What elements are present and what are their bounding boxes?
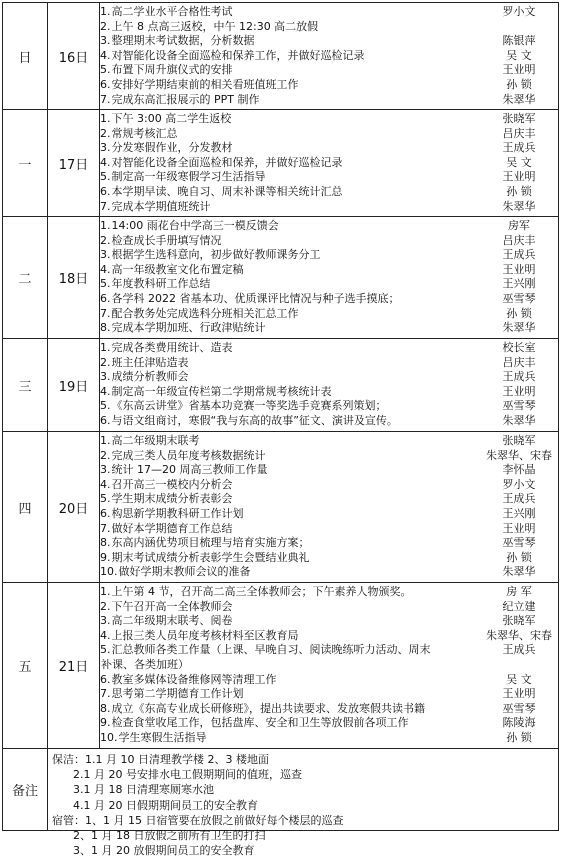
task-item xyxy=(100,385,558,400)
task-text: 学生寒假生活指导 xyxy=(118,730,207,744)
day-row xyxy=(3,583,558,749)
task-item xyxy=(100,234,558,249)
task-number: 3. xyxy=(100,370,111,384)
task-number: 7. xyxy=(100,199,111,213)
task-number: 6. xyxy=(100,672,111,686)
task-text: 统计 17—20 周高三教师工作量 xyxy=(111,463,268,477)
task-owner: 巫雪琴 xyxy=(502,291,536,305)
task-text: 召开高三一模校内分析会 xyxy=(111,477,233,491)
task-number: 8. xyxy=(100,321,111,335)
task-item xyxy=(100,292,558,307)
task-item xyxy=(100,5,558,20)
task-text: 完成本学期值班统计 xyxy=(111,199,211,213)
task-number: 9. xyxy=(100,716,111,730)
task-item xyxy=(100,341,558,356)
task-text: 《东高云讲堂》省基本功竞赛一等奖选手竞赛系列策划； xyxy=(111,399,387,413)
task-number: 2. xyxy=(100,448,111,462)
task-text: 检查成长手册填写情况 xyxy=(111,233,222,247)
task-text: 各学科 2022 省基本功、优质课评比情况与种子选手摸底； xyxy=(111,291,400,305)
task-number: 1. xyxy=(100,219,111,232)
task-owner: 吕庆丰 xyxy=(502,355,536,369)
task-number: 6. xyxy=(100,291,111,305)
task-number: 2. xyxy=(100,355,111,369)
task-text: 制定高一年级宣传栏第二学期常规考核统计表 xyxy=(111,384,332,398)
task-text: 高二年级期末联考、阅卷 xyxy=(111,614,233,628)
task-item xyxy=(100,522,558,537)
task-item xyxy=(100,716,558,731)
task-text: 班主任津贴造表 xyxy=(111,355,189,369)
task-owner: 巫雪琴 xyxy=(502,536,536,550)
task-list xyxy=(100,217,558,338)
task-number: 6. xyxy=(100,184,111,198)
date-cell: 20日 xyxy=(48,432,100,582)
task-text: 安排好学期结束前的相关看班值班工作 xyxy=(111,77,299,91)
task-number: 1. xyxy=(100,585,111,598)
task-text: 完成东高汇报展示的 PPT 制作 xyxy=(111,92,260,106)
task-item xyxy=(100,629,558,644)
task-number: 6. xyxy=(100,77,111,91)
task-item xyxy=(100,536,558,551)
date-cell: 16日 xyxy=(48,3,100,109)
task-list xyxy=(100,110,558,216)
task-text: 布置下周升旗仪式的安排 xyxy=(111,63,233,77)
task-text: 思考第二学期德育工作计划 xyxy=(111,687,244,701)
task-owner: 王成兵 xyxy=(502,492,536,506)
note-line: 宿管：1、1 月 15 日宿管要在放假之前做好每个楼层的巡查 xyxy=(52,813,344,827)
task-item xyxy=(100,20,558,35)
task-number: 6. xyxy=(100,413,111,427)
task-item xyxy=(100,185,558,200)
task-item xyxy=(100,399,558,414)
task-item xyxy=(100,702,558,717)
task-owner: 王兴刚 xyxy=(502,506,536,520)
task-owner: 孙 锁 xyxy=(506,77,532,91)
task-text: 学生期末成绩分析表彰会 xyxy=(111,492,233,506)
notes-section xyxy=(3,749,558,858)
task-number: 8. xyxy=(100,701,111,715)
task-owner: 陈银萍 xyxy=(502,34,536,48)
task-owner: 朱翠华、宋春 xyxy=(486,448,552,462)
date-cell: 17日 xyxy=(48,110,100,216)
task-owner: 巫雪琴 xyxy=(502,701,536,715)
day-row xyxy=(3,3,558,110)
task-text: 对智能化设备全面巡检和保养工作，并做好巡检记录 xyxy=(111,48,365,62)
task-owner: 孙 锁 xyxy=(506,730,532,744)
task-text: 东高内涵优势项目梳理与培育实施方案； xyxy=(111,536,310,550)
task-item xyxy=(100,49,558,64)
notes-body xyxy=(48,749,558,858)
task-owner: 巫雪琴 xyxy=(502,399,536,413)
task-owner: 王成兵 xyxy=(502,141,536,155)
task-number: 5. xyxy=(100,643,111,657)
task-owner: 朱翠华 xyxy=(502,565,536,579)
task-owner: 罗小文 xyxy=(502,477,536,491)
date-cell: 19日 xyxy=(48,339,100,431)
task-item xyxy=(100,449,558,464)
task-number: 7. xyxy=(100,521,111,535)
task-number: 1. xyxy=(100,5,111,18)
task-item xyxy=(100,673,558,688)
task-owner: 王业明 xyxy=(502,521,536,535)
weekday-cell: 五 xyxy=(3,583,48,748)
task-item xyxy=(100,551,558,566)
task-owner: 吕庆丰 xyxy=(502,233,536,247)
task-text: 期末考试成绩分析表彰学生会暨结业典礼 xyxy=(111,550,310,564)
task-number: 1. xyxy=(100,112,111,125)
weekday-cell: 三 xyxy=(3,339,48,431)
task-number: 4. xyxy=(100,477,111,491)
task-owner: 王成兵 xyxy=(502,248,536,262)
note-line: 3.1 月 18 日清理寒厕寒水池 xyxy=(52,783,214,797)
task-text: 对智能化设备全面巡检和保养，并做好巡检记录 xyxy=(111,155,343,169)
task-text: 下午召开高一全体教师会 xyxy=(111,599,233,613)
task-owner: 朱翠华、宋春 xyxy=(486,628,552,642)
task-item xyxy=(100,93,558,108)
note-line: 2.1 月 20 号安排水电工假期期间的值班，巡查 xyxy=(52,768,302,782)
task-item xyxy=(100,263,558,278)
task-item xyxy=(100,63,558,78)
task-number: 8. xyxy=(100,536,111,550)
task-text: 配合教务处完成选科分班相关汇总工作 xyxy=(111,306,299,320)
note-line: 4.1 月 20 日假期期间员工的安全教育 xyxy=(52,798,258,812)
task-owner: 王兴刚 xyxy=(502,277,536,291)
weekday-cell: 一 xyxy=(3,110,48,216)
task-owner: 吕庆丰 xyxy=(502,126,536,140)
date-cell: 21日 xyxy=(48,583,100,748)
task-owner: 张晓军 xyxy=(502,112,536,125)
task-item xyxy=(100,687,558,702)
task-text: 成立《东高专业成长研修班》，提出共读要求、发放寒假共读书籍 xyxy=(111,701,425,715)
note-line: 保洁：1.1 月 10 日清理教学楼 2、3 楼地面 xyxy=(52,753,269,766)
task-owner: 吴 文 xyxy=(506,155,532,169)
weekly-schedule-table xyxy=(2,2,559,858)
task-number: 5. xyxy=(100,399,111,413)
task-owner: 李怀晶 xyxy=(502,463,536,477)
task-item xyxy=(100,170,558,185)
task-item xyxy=(100,356,558,371)
task-number: 4. xyxy=(100,628,111,642)
task-number: 5. xyxy=(100,277,111,291)
task-number: 5. xyxy=(100,170,111,184)
task-number: 3. xyxy=(100,614,111,628)
task-number: 7. xyxy=(100,306,111,320)
task-owner: 孙 锁 xyxy=(506,550,532,564)
task-text: 完成本学期加班、行政津贴统计 xyxy=(111,321,266,335)
task-owner: 罗小文 xyxy=(502,5,536,18)
weekday-cell: 二 xyxy=(3,217,48,338)
task-owner: 吴 文 xyxy=(506,672,532,686)
task-text: 成绩分析教师会 xyxy=(111,370,189,384)
task-number: 1. xyxy=(100,341,111,354)
task-owner: 朱翠华 xyxy=(502,92,536,106)
day-row xyxy=(3,432,558,583)
task-text: 检查食堂收尾工作，包括盘库、安全和卫生等放假前各项工作 xyxy=(111,716,409,730)
task-owner: 朱翠华 xyxy=(502,413,536,427)
task-owner: 纪立建 xyxy=(502,599,536,613)
task-item xyxy=(100,731,558,746)
task-number: 5. xyxy=(100,492,111,506)
task-text: 做好本学期德育工作总结 xyxy=(111,521,233,535)
task-number: 7. xyxy=(100,687,111,701)
task-item xyxy=(100,277,558,292)
task-number: 3. xyxy=(100,248,111,262)
task-number: 4. xyxy=(100,48,111,62)
task-item xyxy=(100,565,558,580)
task-list xyxy=(100,3,558,109)
task-number: 10. xyxy=(100,565,118,579)
task-text: 高二学业水平合格性考试 xyxy=(111,5,233,18)
task-owner: 吴 文 xyxy=(506,48,532,62)
note-line: 2、1 月 18 日放假之前所有卫生的打扫 xyxy=(52,828,266,842)
task-owner: 孙 锁 xyxy=(506,184,532,198)
task-number: 4. xyxy=(100,262,111,276)
task-text: 汇总教师各类工作量（上课、早晚自习、阅读晚练听力活动、周末 xyxy=(111,643,431,657)
task-number: 2. xyxy=(100,599,111,613)
task-text: 做好学期末教师会议的准备 xyxy=(118,565,251,579)
task-owner: 王成兵 xyxy=(502,370,536,384)
task-item xyxy=(100,585,558,600)
task-number: 3. xyxy=(100,141,111,155)
task-text: 下午 3:00 高二学生返校 xyxy=(111,112,232,125)
task-text: 构思新学期教科研工作计划 xyxy=(111,506,244,520)
task-text: 本学期早读、晚自习、周末补课等相关统计汇总 xyxy=(111,184,343,198)
notes-label: 备注 xyxy=(3,749,48,830)
task-number: 4. xyxy=(100,155,111,169)
task-owner: 王业明 xyxy=(502,384,536,398)
task-text: 常规考核汇总 xyxy=(111,126,178,140)
task-owner: 陈陵海 xyxy=(502,716,536,730)
task-owner: 朱翠华 xyxy=(502,321,536,335)
task-number: 7. xyxy=(100,92,111,106)
task-item xyxy=(100,463,558,478)
weekday-cell: 四 xyxy=(3,432,48,582)
task-number: 2. xyxy=(100,19,111,33)
task-text: 上报三类人员年度考核材料至区教育局 xyxy=(111,628,299,642)
task-number: 9. xyxy=(100,550,111,564)
task-number: 3. xyxy=(100,463,111,477)
task-item xyxy=(100,658,558,673)
task-item xyxy=(100,219,558,234)
task-item xyxy=(100,643,558,658)
task-owner: 张晓军 xyxy=(502,434,536,447)
task-item xyxy=(100,78,558,93)
task-owner: 校长室 xyxy=(502,341,536,354)
task-text: 完成各类费用统计、造表 xyxy=(111,341,233,354)
task-owner: 朱翠华 xyxy=(502,199,536,213)
task-owner: 王业明 xyxy=(502,262,536,276)
task-list xyxy=(100,432,558,582)
task-number: 1. xyxy=(100,434,111,447)
task-text: 补课、各类加班） xyxy=(101,657,189,671)
task-item xyxy=(100,248,558,263)
task-text: 高二年级期末联考 xyxy=(111,434,200,447)
task-owner: 孙 锁 xyxy=(506,306,532,320)
task-number: 4. xyxy=(100,384,111,398)
task-item xyxy=(100,370,558,385)
task-text: 教室多媒体设备维修网等清理工作 xyxy=(111,672,277,686)
task-number: 6. xyxy=(100,506,111,520)
task-list xyxy=(100,583,558,748)
task-item xyxy=(100,307,558,322)
task-owner: 房 军 xyxy=(506,585,532,598)
task-item xyxy=(100,34,558,49)
task-text: 整理期末考试数据，分析数据 xyxy=(111,34,255,48)
task-text: 根据学生选科意向，初步做好教师课务分工 xyxy=(111,248,321,262)
task-owner: 王业明 xyxy=(502,687,536,701)
task-number: 2. xyxy=(100,233,111,247)
day-row xyxy=(3,217,558,339)
task-number: 3. xyxy=(100,34,111,48)
day-row xyxy=(3,339,558,432)
task-text: 分发寒假作业，分发教材 xyxy=(111,141,233,155)
task-item xyxy=(100,156,558,171)
task-owner: 房军 xyxy=(508,219,530,232)
task-text: 制定高一年级寒假学习生活指导 xyxy=(111,170,266,184)
task-owner: 王业明 xyxy=(502,170,536,184)
weekday-cell: 日 xyxy=(3,3,48,109)
task-item xyxy=(100,507,558,522)
task-item xyxy=(100,614,558,629)
task-text: 高一年级教室文化布置定稿 xyxy=(111,262,244,276)
task-text: 与语文组商讨，寒假“我与东高的故事”征文、演讲及宣传。 xyxy=(111,413,398,427)
task-item xyxy=(100,492,558,507)
task-text: 14:00 雨花台中学高三一模反馈会 xyxy=(111,219,279,232)
task-number: 2. xyxy=(100,126,111,140)
task-item xyxy=(100,127,558,142)
task-item xyxy=(100,414,558,429)
task-text: 上午第 4 节，召开高二高三全体教师会；下午素养人物颁奖。 xyxy=(111,585,412,598)
task-item xyxy=(100,600,558,615)
task-number: 5. xyxy=(100,63,111,77)
task-text: 完成三类人员年度考核数据统计 xyxy=(111,448,266,462)
task-item xyxy=(100,112,558,127)
task-item xyxy=(100,200,558,215)
date-cell: 18日 xyxy=(48,217,100,338)
task-text: 年度教科研工作总结 xyxy=(111,277,211,291)
day-row xyxy=(3,110,558,217)
task-owner: 王成兵 xyxy=(502,643,536,657)
task-list xyxy=(100,339,558,431)
task-text: 上午 8 点高三返校，中午 12:30 高二放假 xyxy=(111,19,319,33)
task-number: 10. xyxy=(100,730,118,744)
task-owner: 王业明 xyxy=(502,63,536,77)
task-owner: 张晓军 xyxy=(502,614,536,628)
task-item xyxy=(100,478,558,493)
note-line: 3、1 月 20 放假期间员工的安全教育 xyxy=(52,844,255,858)
task-item xyxy=(100,141,558,156)
task-item xyxy=(100,434,558,449)
task-item xyxy=(100,321,558,336)
